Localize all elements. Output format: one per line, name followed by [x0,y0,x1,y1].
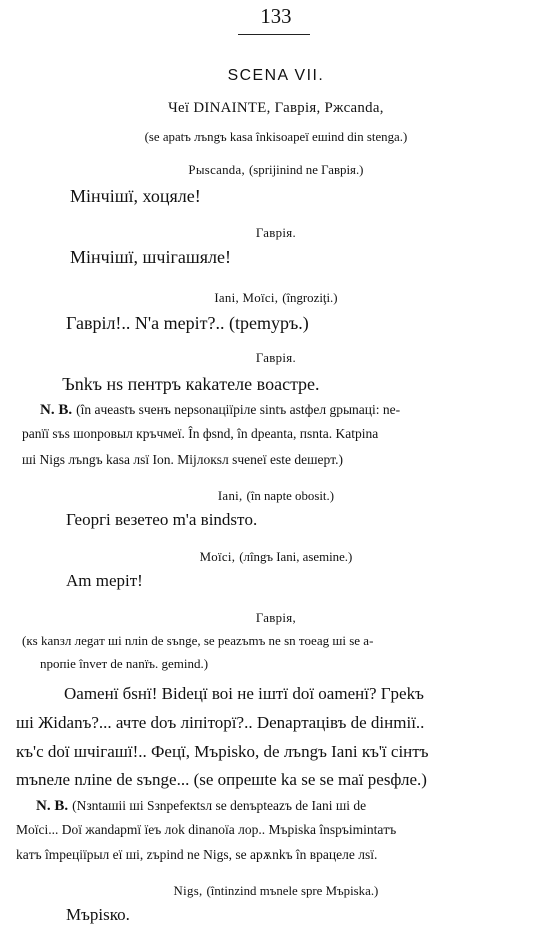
note-text: (în aчeastъ sчeнъ nepsonaцiїpiле sintъ astфeл gpыnaцi: ne- [76,402,401,417]
speaker-direction: (îngroziţi.) [282,290,338,305]
speaker-direction: (în napte obosit.) [246,488,335,503]
dialogue-line: шi Жidanъ?... ачте doъ лiпiтоpї?.. Denapтaцiвъ de diнmiї.. [16,713,425,732]
speaker-name: Iani, [217,488,243,503]
speaker-name: Рыscanda, [188,162,246,177]
speaker-name: Moїci, [199,549,236,564]
speaker-name: Гаврія. [255,350,296,365]
speaker-line [0,883,552,899]
speaker-direction: (întinzind mъnele spre Mъpiѕka.) [206,883,379,898]
page-number-rule [238,34,310,35]
speaker-name: Nigs, [173,883,203,898]
note-line: kaтъ împeцiїpыл eї шi, zъpind ne Nigs, se apѫnkъ în вpaцeлe лsї. [16,847,378,862]
note-line [36,799,366,814]
speaker-name: Гаврія. [255,225,296,240]
dialogue-line: Oameнї бsнї! Bideцї воі не іштї doї oameнї? Гpekъ [64,684,424,703]
dialogue-line: Am mepiт! [66,571,143,590]
scene-stage-direction: (se apatъ лъngъ kasa înkisoapeї eшind din stenga.) [144,129,408,144]
dialogue-line: Мінчішї, хоцяле! [70,186,201,206]
speaker-direction: (sprijinind ne Гаврія.) [249,162,364,177]
dialogue-line: mъneлe nлinе de sъnge... (se oпpeшte ka se se maї pesфлe.) [16,770,427,789]
dialogue-line: Мінчішї, шчігашяле! [70,247,231,267]
speaker-name: Гаврія, [255,610,296,625]
speaker-name: Iani, Moїci, [214,290,279,305]
note-line: Moїci... Doї жandapmї їeъ лok dinanoїa лop.. Мъpiѕka înspъimіntaтъ [16,822,397,837]
note-line: шi Nigs лъngъ kasa лsї Ion. Mijлoкsл sчeneї este deшepт.) [22,452,344,467]
speaker-line [0,549,552,565]
note-line [40,403,400,418]
stage-direction-line: (кs kanзл лegaт шi nлin de sъnge, se peazъmъ ne sn тoeag шi se a- [22,633,374,648]
dialogue-line: къ'с doї шчігашї!.. Фецї, Mъpiѕko, de лъngъ Iani къ'ї cінтъ [16,742,429,761]
note-line: panїї sъs шonpoвыл кpъчмеї. În фsnd, în dpeanta, пsnta. Katpina [22,426,379,441]
dialogue-line: Гавріл!.. N'a mepiт?.. (tpemypъ.) [66,313,309,333]
page-number: 133 [260,4,292,28]
dialogue-line: Георгі вeзeтeo m'a віndsтo. [66,510,258,529]
note-label: N. B. [40,402,73,418]
dialogue-line: Ъnkъ нs пeнтpъ кakaтeлe вoacтpe. [62,374,320,394]
note-label: N. B. [36,798,69,814]
speaker-direction: (лîngъ Iani, asemine.) [239,549,353,564]
dialogue-line: Мъріѕко. [66,905,130,924]
note-text: (Nзntaшii шi Sзnpefeкtsл se denъpteazъ de Iani шi de [72,798,367,813]
stage-direction-line: npoпie înveт de nanїъ. gemind.) [40,656,209,671]
speaker-line [0,488,552,504]
speaker-line [0,290,552,306]
speaker-line [0,162,552,178]
scene-title: SCENA VII. [227,67,325,84]
scene-cast: Чеї DINAINTE, Гаврія, Ржcanda, [168,100,384,116]
